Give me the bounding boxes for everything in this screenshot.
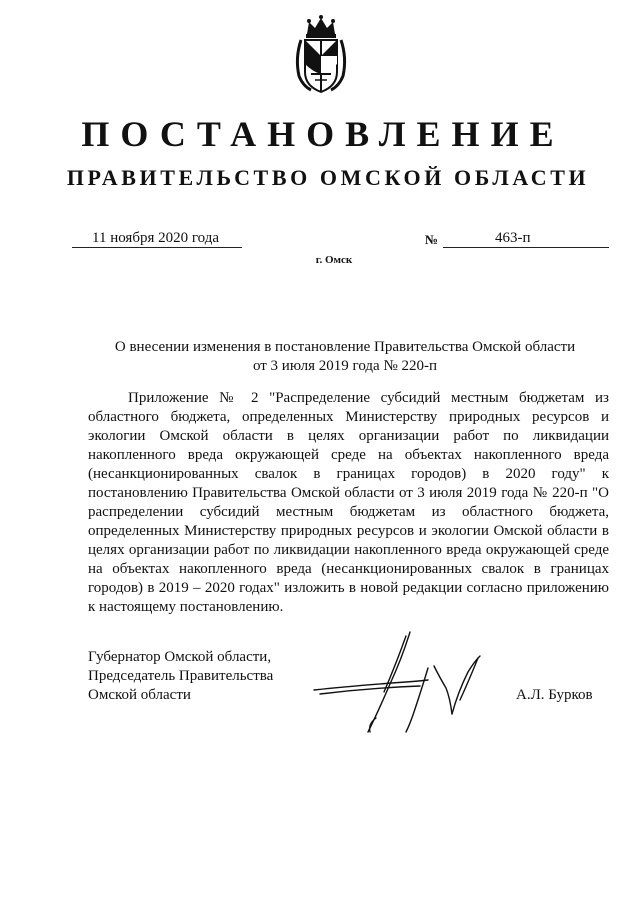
coat-of-arms-icon	[293, 14, 349, 96]
document-subject	[80, 338, 610, 376]
number-sign: №	[425, 232, 439, 247]
issuer-name: ПРАВИТЕЛЬСТВО ОМСКОЙ ОБЛАСТИ	[66, 165, 590, 190]
date-field	[72, 229, 242, 248]
subject-line-1: О внесении изменения в постановление Правительства Омской области	[114, 339, 576, 355]
document-title: ПОСТАНОВЛЕНИЕ	[81, 114, 565, 154]
handwritten-signature	[310, 628, 510, 740]
number-field	[443, 229, 609, 248]
signer-position-line-3: Омской области	[88, 687, 191, 703]
subject-line-2: от 3 июля 2019 года № 220-п	[252, 358, 438, 374]
signer-position-line-1: Губернатор Омской области,	[88, 649, 272, 665]
signer-position	[88, 648, 273, 705]
document-date: 11 ноября 2020 года	[92, 230, 220, 246]
document-number: 463-п	[495, 230, 531, 246]
signer-name: А.Л. Бурков	[516, 687, 593, 703]
signer-position-line-2: Председатель Правительства	[88, 668, 274, 684]
body-paragraph: Приложение № 2 "Распределение субсидий местным бюджетам из областного бюджета, определенных Министерству природных ресурсов и экологии Омской области в целях организации работ по ликвидации накопленного вреда окружающей среде на объектах накопленного вреда (несанкционированных свалок в границах городов) в 2020 году" к постановлению Правительства Омской области от 3 июля 2019 года № 220-п "О распределении субсидий местным бюджетам из областного бюджета, определенных Министерству природных ресурсов и экологии Омской области в целях организации работ по ликвидации накопленного вреда окружающей среде на объектах накопленного вреда (несанкционированных свалок в границах городов) в 2019 – 2020 годах" изложить в новой редакции согласно приложению к настоящему постановлению.	[88, 390, 609, 615]
city-label: г. Омск	[315, 254, 353, 266]
document-body	[88, 389, 609, 617]
